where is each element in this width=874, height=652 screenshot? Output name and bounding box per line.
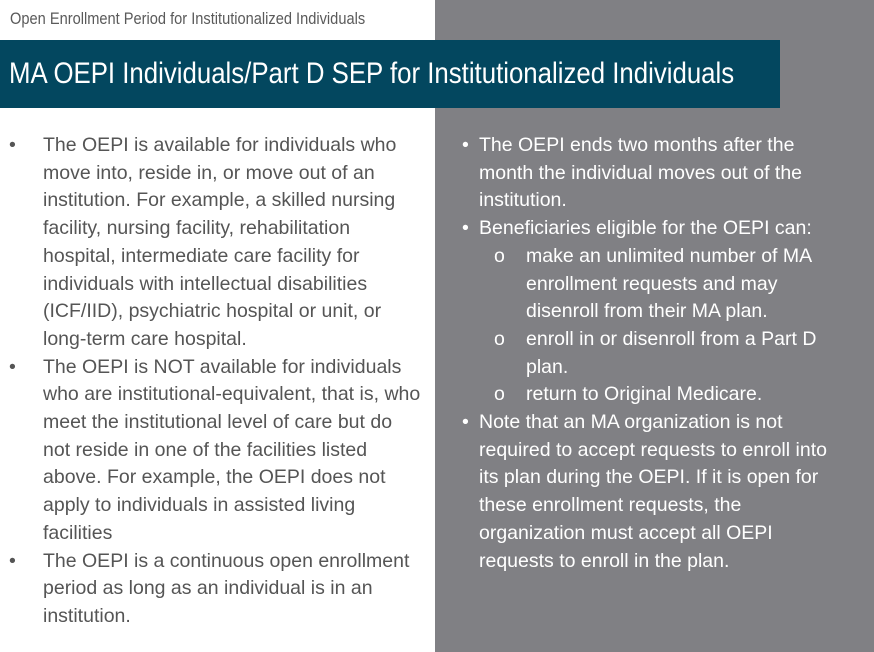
title-bar bbox=[0, 40, 780, 108]
hollow-bullet-icon: o bbox=[494, 383, 505, 406]
left-bullet-item bbox=[0, 132, 430, 354]
sub-bullet-list bbox=[479, 243, 849, 409]
sub-bullet-item bbox=[479, 243, 849, 326]
left-bullet-list bbox=[0, 132, 430, 631]
right-bullet-list bbox=[435, 132, 855, 575]
sub-bullet-item bbox=[479, 326, 849, 381]
bullet-icon: • bbox=[9, 549, 16, 572]
page-title: MA OEPI Individuals/Part D SEP for Institutionalized Individuals bbox=[9, 57, 735, 90]
left-bullet-text: The OEPI is a continuous open enrollment period as long as an individual is in an institution. bbox=[43, 549, 410, 627]
right-bullet-text: The OEPI ends two months after the month the individual moves out of the institution. bbox=[479, 134, 803, 212]
left-bullet-text: The OEPI is available for individuals who move into, reside in, or move out of an institution. For example, a skilled nursing facility, nursing facility, rehabilitation hospital, intermediate care facility for individuals with intellectual disabilities (ICF/IID), psychiatric hospital or unit, or long-term care hospital. bbox=[43, 134, 397, 350]
right-bullet-item bbox=[435, 132, 855, 215]
sub-bullet-item bbox=[479, 381, 849, 409]
right-bullet-text: Note that an MA organization is not required to accept requests to enroll into its plan during the OEPI. If it is open for these enrollment requests, the organization must accept all OEPI requests to enroll in the plan. bbox=[479, 411, 827, 572]
bullet-icon: • bbox=[462, 134, 469, 156]
hollow-bullet-icon: o bbox=[494, 244, 505, 267]
bullet-icon: • bbox=[9, 355, 16, 378]
right-bullet-text: Beneficiaries eligible for the OEPI can: bbox=[479, 217, 812, 240]
bullet-icon: • bbox=[9, 134, 16, 156]
bullet-icon: • bbox=[462, 217, 469, 240]
right-bullet-item bbox=[435, 409, 855, 575]
section-label: Open Enrollment Period for Institutionalized Individuals bbox=[10, 9, 366, 28]
hollow-bullet-icon: o bbox=[494, 327, 505, 350]
left-bullet-item bbox=[0, 548, 430, 631]
left-bullet-text: The OEPI is NOT available for individuals who are institutional-equivalent, that is, who meet the institutional level of care but do not reside in one of the facilities listed above. For example, the OEPI does not apply to individuals in assisted living facilities bbox=[43, 355, 421, 544]
bullet-icon: • bbox=[462, 411, 469, 434]
sub-bullet-text: return to Original Medicare. bbox=[526, 383, 763, 406]
sub-bullet-text: make an unlimited number of MA enrollment requests and may disenroll from their MA plan. bbox=[526, 244, 812, 323]
right-bullet-item bbox=[435, 215, 855, 409]
sub-bullet-text: enroll in or disenroll from a Part D plan. bbox=[526, 327, 817, 378]
left-bullet-item bbox=[0, 354, 430, 548]
